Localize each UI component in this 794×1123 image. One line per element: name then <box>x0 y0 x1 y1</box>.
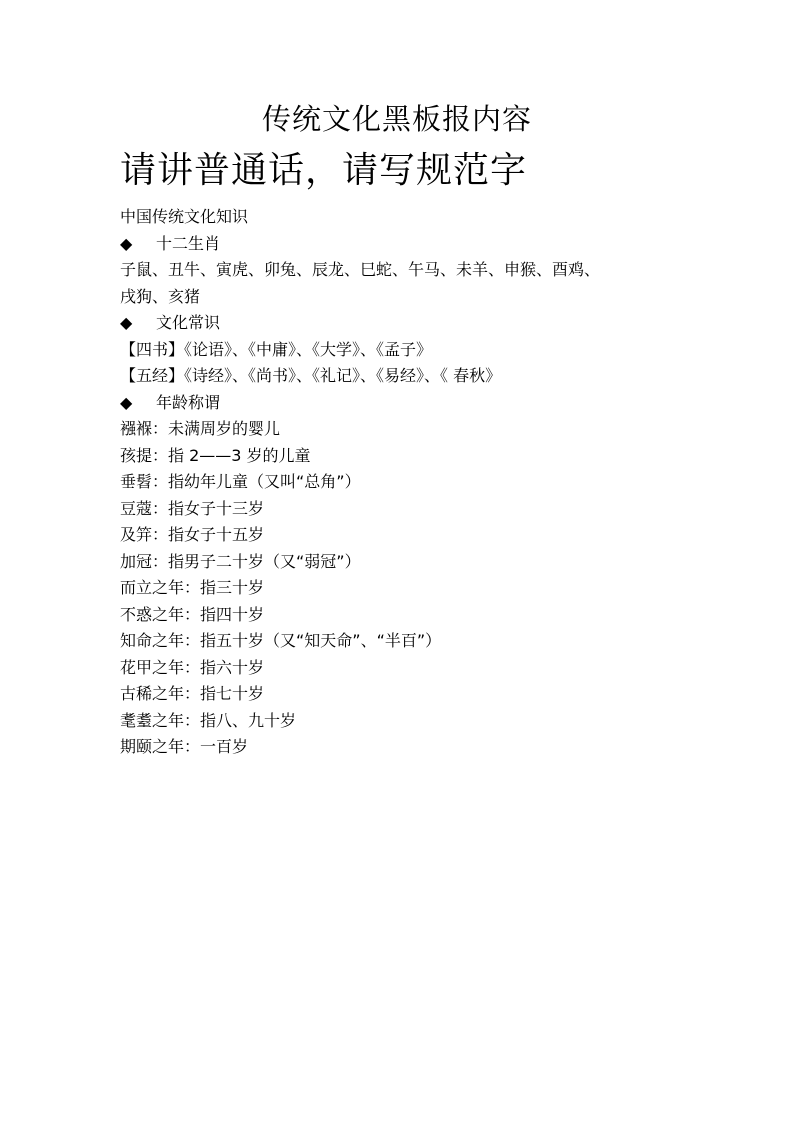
section-heading: 中国传统文化知识 <box>120 207 249 226</box>
page-title: 传统文化黑板报内容 <box>261 102 532 136</box>
zodiac-list-line-2: 戌狗、亥猪 <box>120 286 201 306</box>
ages-heading: 年龄称谓 <box>156 392 221 412</box>
diamond-bullet-icon: ◆ <box>120 233 133 253</box>
age-term-item: 及笄：指女子十五岁 <box>120 525 265 544</box>
age-term-item: 不惑之年：指四十岁 <box>120 604 265 624</box>
age-term-item: 期颐之年：一百岁 <box>120 737 249 756</box>
ages-heading-row <box>120 390 680 417</box>
age-term-item: 豆蔻：指女子十三岁 <box>120 498 265 518</box>
document-body <box>120 204 680 761</box>
zodiac-list-line-1: 子鼠、丑牛、寅虎、卯兔、辰龙、巳蛇、午马、未羊、申猴、酉鸡、 <box>120 260 601 279</box>
five-classics-line: 【五经】《诗经》、《尚书》、《礼记》、《易经》、《 春秋》 <box>120 366 502 385</box>
page-subtitle: 请讲普通话，请写规范字 <box>120 150 528 191</box>
diamond-bullet-icon: ◆ <box>120 392 133 412</box>
zodiac-heading: 十二生肖 <box>156 233 221 253</box>
age-term-item: 花甲之年：指六十岁 <box>120 657 265 677</box>
age-term-item: 而立之年：指三十岁 <box>120 578 265 597</box>
zodiac-heading-row <box>120 231 680 258</box>
age-term-item: 古稀之年：指七十岁 <box>120 684 265 703</box>
age-term-item: 孩提：指 2——3 岁的儿童 <box>120 445 311 465</box>
age-term-item: 襁褓：未满周岁的婴儿 <box>120 419 281 438</box>
age-term-item: 加冠：指男子二十岁（又“弱冠”） <box>120 551 361 571</box>
diamond-bullet-icon: ◆ <box>120 313 133 332</box>
age-term-item: 耄耋之年：指八、九十岁 <box>120 710 297 730</box>
age-term-item: 知命之年：指五十岁（又“知天命”、“半百”） <box>120 631 442 650</box>
culture-heading: 文化常识 <box>156 313 221 332</box>
age-term-item: 垂髫：指幼年儿童（又叫“总角”） <box>120 472 361 491</box>
culture-heading-row <box>120 310 680 337</box>
four-books-line: 【四书】《论语》、《中庸》、《大学》、《孟子》 <box>120 339 433 359</box>
